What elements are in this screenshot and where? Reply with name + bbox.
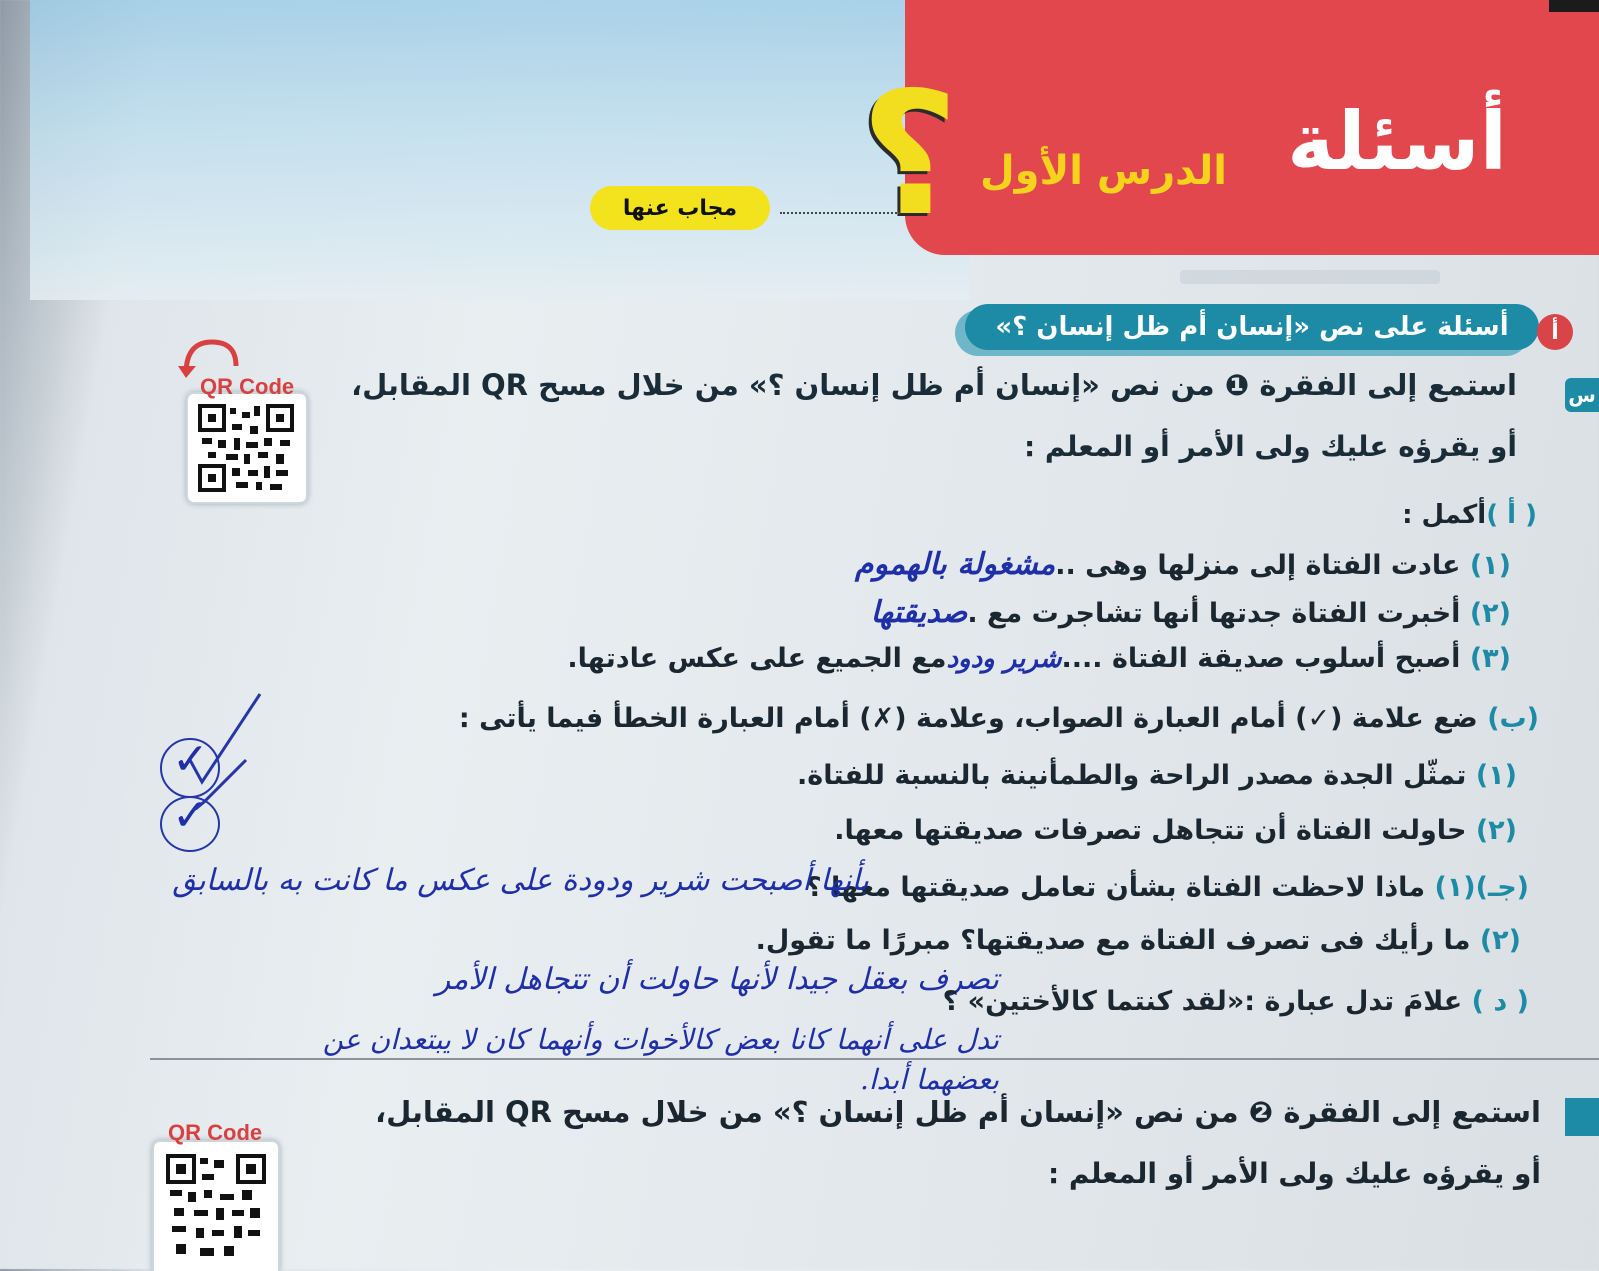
item-text: علامَ تدل عبارة :«لقد كنتما كالأختين» ؟ (942, 986, 1463, 1017)
handwritten-answer[interactable]: صديقتها (870, 595, 968, 630)
page-title: أسئلة (1287, 95, 1507, 188)
handwritten-answer[interactable]: تصرف بعقل جيدا لأنها حاولت أن تتجاهل الأمر (435, 962, 999, 997)
handwritten-answer[interactable]: شرير ودود (946, 644, 1062, 674)
section-title: أسئلة على نص «إنسان أم ظل إنسان ؟» (965, 304, 1539, 350)
item-text-tail: مع الجميع على عكس عادتها. (567, 643, 947, 674)
qr-label: QR Code (200, 374, 295, 399)
part-a-label: ( أ ) (1486, 500, 1537, 530)
item-number: (٢) (1479, 925, 1521, 956)
completion-item (871, 595, 1511, 630)
qr-card (152, 1120, 280, 1271)
item-text: ما رأيك فى تصرف الفتاة مع صديقتها؟ مبررًا ما تقول. (755, 925, 1471, 956)
item-text: أصبح أسلوب صديقة الفتاة .... (1061, 643, 1461, 674)
part-a-heading (1402, 500, 1537, 530)
handwritten-answer[interactable]: مشغولة بالهموم (854, 547, 1056, 582)
question-badge: س (1565, 378, 1599, 412)
handwritten-answer[interactable]: تدل على أنهما كانا بعض كالأخوات وأنهما كان لا يبتعدان عن بعضهما أبدا. (322, 1023, 999, 1096)
handwritten-answer[interactable]: بأنها أصبحت شرير ودودة على عكس ما كانت به بالسابق (172, 863, 869, 898)
dotted-divider (780, 212, 900, 214)
question-item (943, 986, 1529, 1017)
answered-badge: مجاب عنها (590, 186, 770, 230)
part-a-title: أكمل : (1402, 500, 1487, 530)
section-divider (150, 1058, 1599, 1060)
completion-item (567, 643, 1511, 674)
item-number: (٢) (1475, 815, 1517, 846)
item-number: (٢) (1469, 598, 1511, 629)
part-b-title: ضع علامة (✓) أمام العبارة الصواب، وعلامة (✗) أمام العبارة الخطأ فيما يأتى : (458, 703, 1478, 734)
bleed-through-line (1180, 270, 1440, 284)
part-b-heading (459, 703, 1539, 734)
item-text: تمثّل الجدة مصدر الراحة والطمأنينة بالنسبة للفتاة. (797, 760, 1467, 791)
page-corner (1549, 0, 1599, 12)
question-instruction-2: أو يقرؤه عليك ولى الأمر أو المعلم : (1047, 1157, 1541, 1190)
check-mark-icon: ✓ (172, 790, 209, 841)
question-badge (1565, 1098, 1599, 1136)
completion-item (855, 547, 1511, 582)
lesson-title: الدرس الأول (979, 148, 1227, 194)
qr-card (186, 374, 308, 504)
qr-code-icon[interactable] (198, 404, 294, 492)
check-stroke-icon (180, 690, 270, 810)
question-instruction: استمع إلى الفقرة ❶ من نص «إنسان أم ظل إنسان ؟» من خلال مسح QR المقابل، (351, 368, 1517, 402)
sky-background (30, 0, 970, 300)
item-number: (١) (1469, 550, 1511, 581)
section-number: أ (1537, 314, 1573, 350)
item-number: (٣) (1469, 643, 1511, 674)
item-text: حاولت الفتاة أن تتجاهل تصرفات صديقتها معها. (834, 815, 1467, 846)
question-mark-icon: ؟ (860, 56, 959, 254)
true-false-item (834, 815, 1517, 846)
question-item (806, 872, 1529, 903)
part-d-label: ( د ) (1471, 986, 1529, 1017)
qr-code-icon[interactable] (166, 1154, 266, 1264)
item-text: ماذا لاحظت الفتاة بشأن تعامل صديقتها معها ؟ (805, 872, 1426, 903)
item-number: (١) (1475, 760, 1517, 791)
qr-label: QR Code (168, 1120, 263, 1145)
question-instruction-2: أو يقرؤه عليك ولى الأمر أو المعلم : (1023, 430, 1517, 463)
check-mark-icon: ✓ (172, 734, 209, 785)
item-text: عادت الفتاة إلى منزلها وهى .. (1055, 550, 1461, 581)
true-false-item (797, 760, 1517, 791)
item-text: أخبرت الفتاة جدتها أنها تشاجرت مع . (967, 598, 1461, 629)
refresh-arrow-icon (176, 336, 246, 380)
part-b-label: (ب) (1487, 703, 1539, 734)
item-number: (١) (1434, 872, 1476, 903)
question-instruction: استمع إلى الفقرة ❷ من نص «إنسان أم ظل إنسان ؟» من خلال مسح QR المقابل، (375, 1095, 1541, 1129)
question-item (756, 925, 1521, 956)
part-c-label: (جـ) (1475, 872, 1529, 903)
